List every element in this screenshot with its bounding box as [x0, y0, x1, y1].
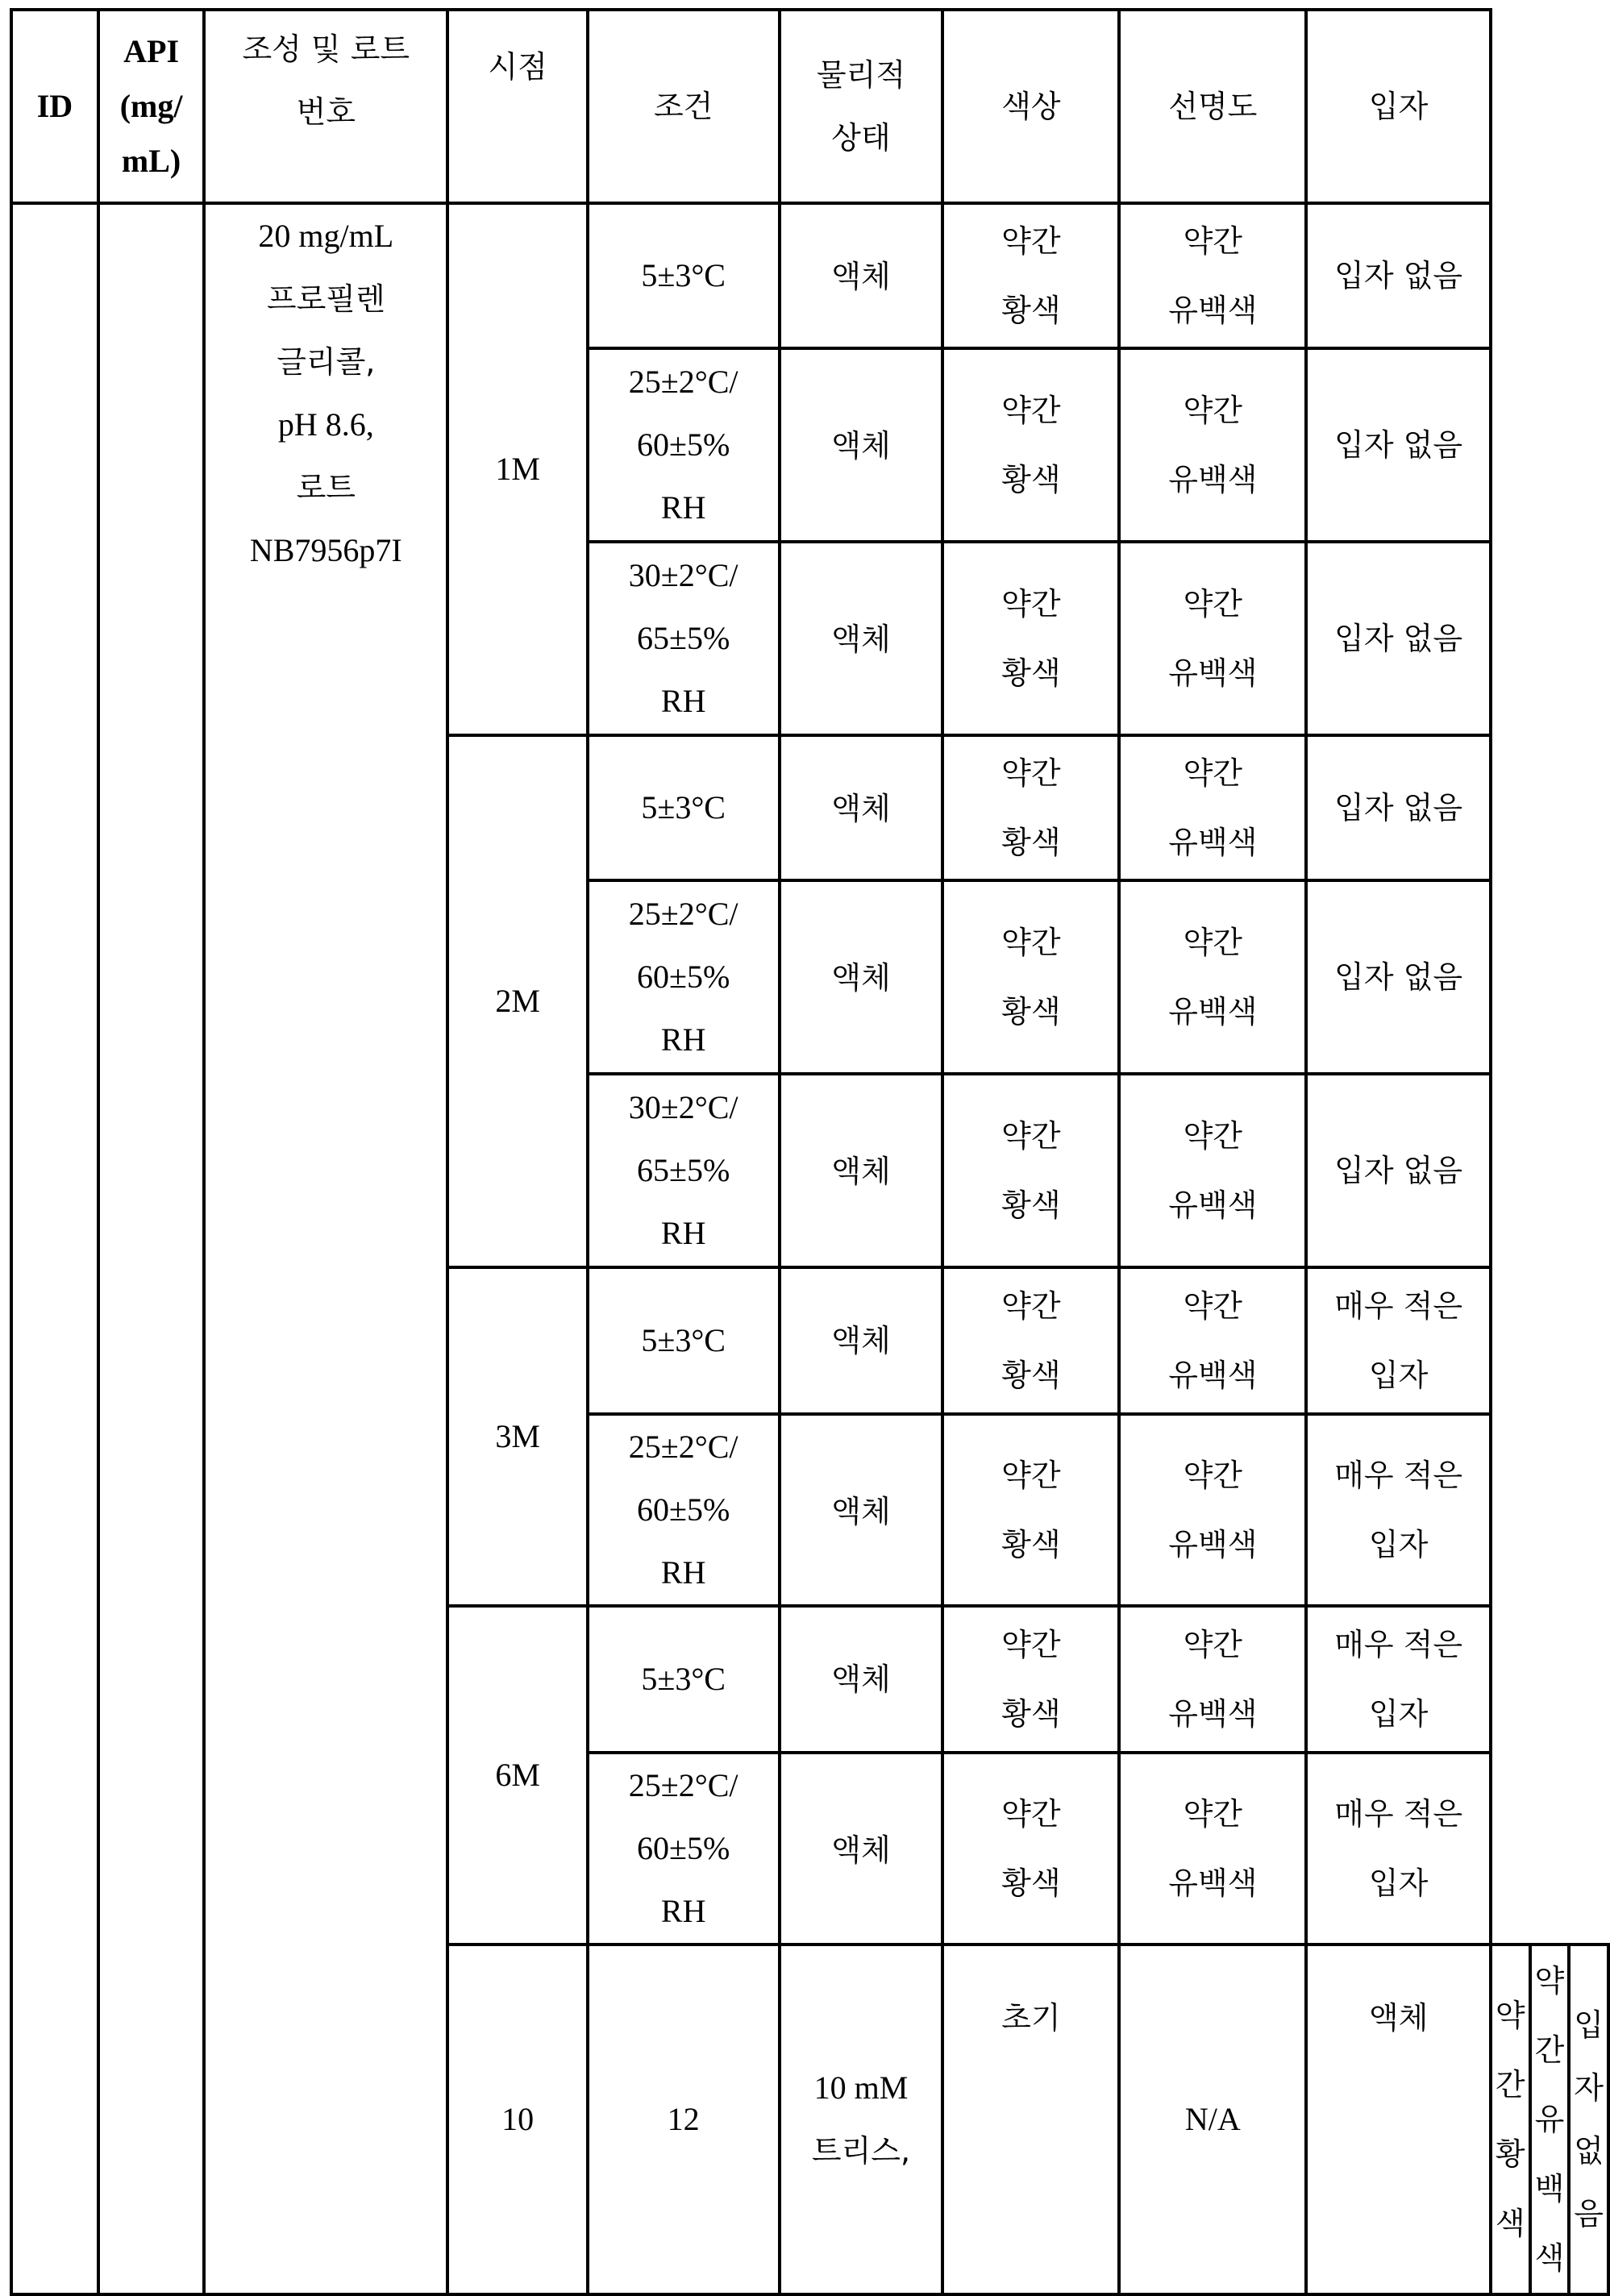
header-physical-state: 물리적 상태: [780, 10, 943, 203]
cell-clarity: 약간 유백색: [1119, 1414, 1306, 1606]
cell-clarity: 약간 유백색: [1119, 203, 1306, 348]
cell-condition: 5±3°C: [588, 1606, 780, 1753]
cell-physical-state: 액체: [780, 348, 943, 542]
header-api: API (mg/ mL): [98, 10, 204, 203]
cell-color: 약간 황색: [942, 203, 1119, 348]
cell-timepoint: 6M: [447, 1606, 587, 1945]
cell-clarity: 약간 유백색: [1530, 1945, 1570, 2294]
cell-composition: 10 mM 트리스,: [780, 1945, 943, 2294]
cell-particles: 입자 없음: [1306, 880, 1490, 1074]
cell-particles: 입자 없음: [1306, 348, 1490, 542]
cell-color: 약간 황색: [942, 542, 1119, 735]
cell-clarity: 약간 유백색: [1119, 1267, 1306, 1414]
cell-condition: 25±2°C/ 60±5% RH: [588, 880, 780, 1074]
cell-particles: 입자 없음: [1306, 203, 1490, 348]
cell-api-empty: [98, 203, 204, 2294]
cell-id: 10: [447, 1945, 587, 2294]
cell-physical-state: 액체: [780, 1606, 943, 1753]
cell-clarity: 약간 유백색: [1119, 1606, 1306, 1753]
cell-particles: 입자 없음: [1306, 735, 1490, 880]
cell-timepoint: 2M: [447, 735, 587, 1267]
cell-particles: 입자 없음: [1569, 1945, 1608, 2294]
table-body: [11, 203, 1608, 2294]
cell-condition: 30±2°C/ 65±5% RH: [588, 1074, 780, 1267]
cell-color: 약간 황색: [942, 1074, 1119, 1267]
cell-timepoint: 3M: [447, 1267, 587, 1606]
cell-condition: N/A: [1119, 1945, 1306, 2294]
header-composition: 조성 및 로트 번호: [204, 10, 447, 203]
table-row: [11, 203, 1608, 348]
cell-condition: 5±3°C: [588, 735, 780, 880]
cell-physical-state: 액체: [780, 735, 943, 880]
cell-physical-state: 액체: [780, 1414, 943, 1606]
header-id: ID: [11, 10, 98, 203]
cell-clarity: 약간 유백색: [1119, 1753, 1306, 1945]
cell-particles: 매우 적은 입자: [1306, 1753, 1490, 1945]
cell-color: 약간 황색: [942, 880, 1119, 1074]
cell-condition: 5±3°C: [588, 203, 780, 348]
cell-clarity: 약간 유백색: [1119, 735, 1306, 880]
cell-particles: 매우 적은 입자: [1306, 1606, 1490, 1753]
cell-physical-state: 액체: [780, 1074, 943, 1267]
cell-particles: 매우 적은 입자: [1306, 1414, 1490, 1606]
cell-physical-state: 액체: [780, 880, 943, 1074]
cell-particles: 입자 없음: [1306, 542, 1490, 735]
cell-physical-state: 액체: [780, 1753, 943, 1945]
stability-table: [10, 8, 1610, 2296]
cell-clarity: 약간 유백색: [1119, 880, 1306, 1074]
cell-condition: 25±2°C/ 60±5% RH: [588, 1753, 780, 1945]
header-row: [11, 10, 1608, 203]
cell-clarity: 약간 유백색: [1119, 542, 1306, 735]
cell-clarity: 약간 유백색: [1119, 348, 1306, 542]
cell-color: 약간 황색: [942, 1414, 1119, 1606]
cell-physical-state: 액체: [780, 203, 943, 348]
cell-clarity: 약간 유백색: [1119, 1074, 1306, 1267]
cell-condition: 25±2°C/ 60±5% RH: [588, 348, 780, 542]
cell-color: 약간 황색: [942, 348, 1119, 542]
header-particles: 입자: [1306, 10, 1490, 203]
cell-color: 약간 황색: [942, 1753, 1119, 1945]
cell-physical-state: 액체: [780, 542, 943, 735]
header-timepoint: 시점: [447, 10, 587, 203]
cell-id-empty: [11, 203, 98, 2294]
cell-condition: 25±2°C/ 60±5% RH: [588, 1414, 780, 1606]
cell-condition: 30±2°C/ 65±5% RH: [588, 542, 780, 735]
cell-timepoint: 초기: [942, 1945, 1119, 2294]
cell-physical-state: 액체: [1306, 1945, 1490, 2294]
cell-composition: 20 mg/mL 프로필렌 글리콜, pH 8.6, 로트 NB7956p7I: [204, 203, 447, 2294]
cell-condition: 5±3°C: [588, 1267, 780, 1414]
cell-color: 약간 황색: [942, 1606, 1119, 1753]
cell-particles: 입자 없음: [1306, 1074, 1490, 1267]
header-color: 색상: [942, 10, 1119, 203]
cell-api: 12: [588, 1945, 780, 2294]
cell-color: 약간 황색: [1491, 1945, 1530, 2294]
cell-timepoint: 1M: [447, 203, 587, 735]
header-clarity: 선명도: [1119, 10, 1306, 203]
cell-color: 약간 황색: [942, 1267, 1119, 1414]
cell-color: 약간 황색: [942, 735, 1119, 880]
cell-particles: 매우 적은 입자: [1306, 1267, 1490, 1414]
header-condition: 조건: [588, 10, 780, 203]
cell-physical-state: 액체: [780, 1267, 943, 1414]
